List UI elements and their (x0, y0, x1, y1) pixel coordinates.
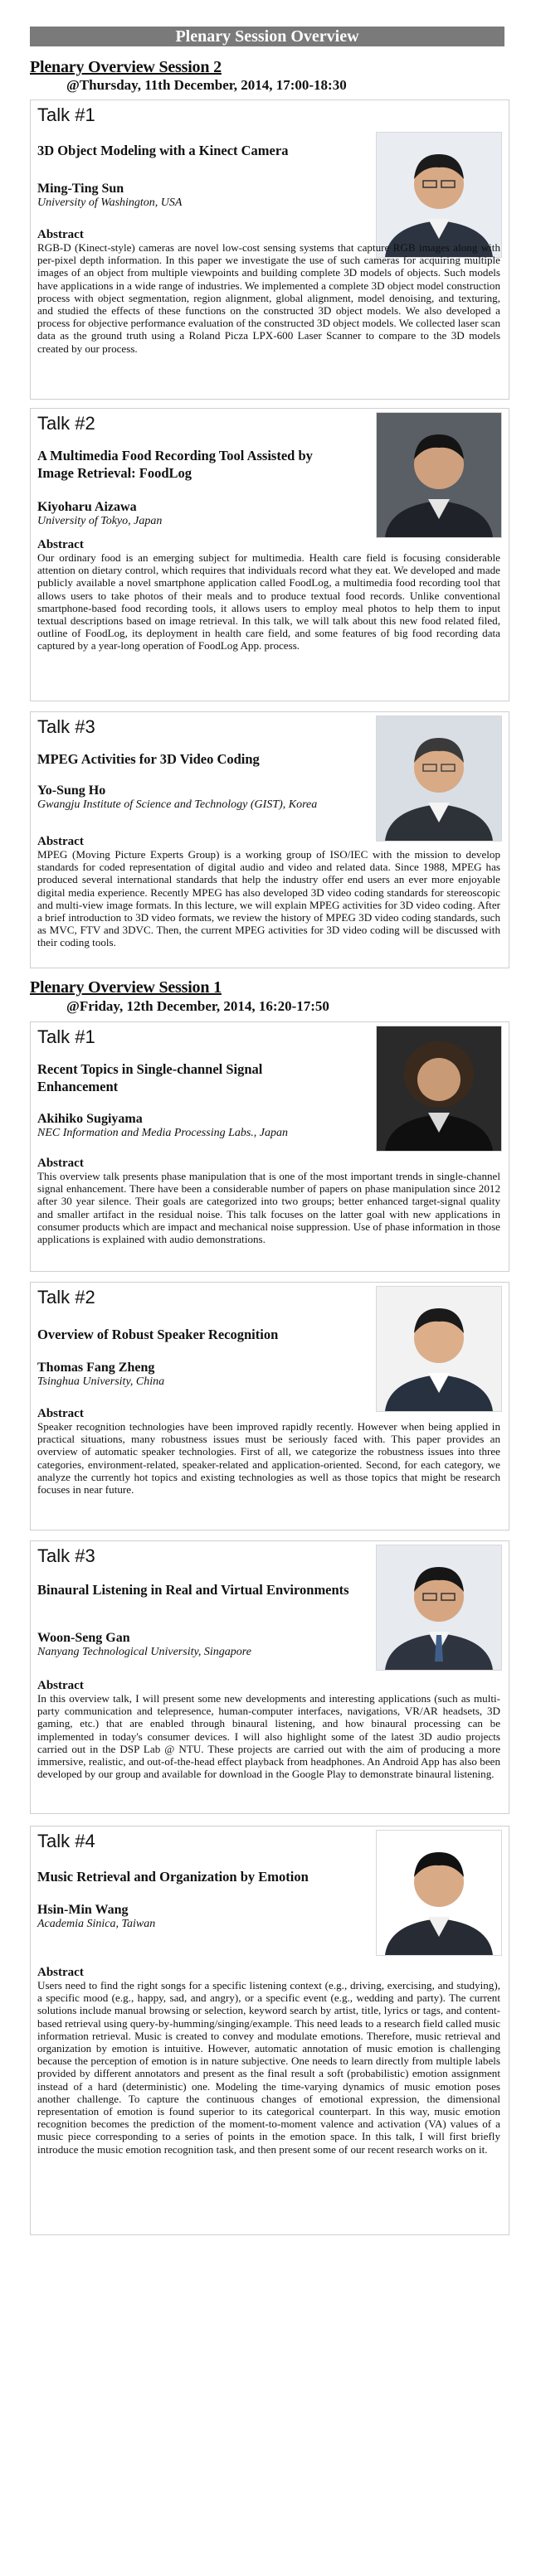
session-title: Plenary Overview Session 1 (30, 978, 222, 997)
abstract-text: MPEG (Moving Picture Experts Group) is a working group of ISO/IEC with the mission to develop standards for coded representation of digital audio and video and related data. Since 1988, MPEG has produced several international standards that help the industry offer end users an ever more enjoyable digital media experience. Recently MPEG has also developed 3D video coding standards for stereoscopic and multi-view image formats. In this lecture, we will explain MPEG activities for 3D video coding. After a brief introduction to 3D video formats, we review the history of MPEG 3D video coding standards, such as MVC, FTV and 3DVC. Then, the current MPEG activities for 3D video coding will be discussed with their coding tools. (37, 848, 500, 949)
speaker-affiliation: Gwangju Institute of Science and Technology (GIST), Korea (37, 798, 318, 811)
speaker-name: Akihiko Sugiyama (37, 1112, 143, 1126)
abstract-text: Speaker recognition technologies have been improved rapidly recently. However when being applied in practical situations, many robustness issues must be seriously faced with. This paper provides an overview of automatic speaker technologies. First of all, we categorize the robustness issues into three categories, environment-related, speaker-related and application-oriented. Second, for each category, we analyze the currently hot topics and existing technologies as well as those topics that might be research focuses in near future. (37, 1420, 500, 1497)
talk-card (30, 1021, 509, 1272)
speaker-photo (376, 1286, 502, 1412)
speaker-photo (376, 1545, 502, 1671)
talk-title: Recent Topics in Single-channel Signal Enhancement (37, 1061, 263, 1094)
abstract-text: This overview talk presents phase manipulation that is one of the most important trends in single-channel signal enhancement. There have been a considerable number of papers on phase manipulation since 2012 after 30 year silence. Their goals are categorized into two groups; better enhanced target-signal quality and smaller artifact in the residual noise. This talk focuses on the latter goal with new applications in consumer products which are impact and mechanical noise suppression. Use of phase information in those applications is explained with audio demonstrations. (37, 1170, 500, 1246)
speaker-name: Hsin-Min Wang (37, 1903, 129, 1917)
talk-number: Talk #1 (37, 104, 95, 125)
talk-card (30, 1540, 509, 1814)
abstract-text: In this overview talk, I will present some new developments and interesting applications (such as multi-party communication and telepresence, human-computer interfaces, navigations, VR/AR headsets, 3D gaming, etc.) that are enabled through binaural listening, and how binaural processing can be implemented in today's consumer devices. I will also highlight some of the latest 3D audio projects carried out in the DSP Lab @ NTU. These projects are carried out with the aim of producing a more immersive, realistic, and out-of-the-head effect playback from headphones. An Android App has also been developed by our group and available for download in the Google Play to demonstrate binaural listening. (37, 1692, 500, 1781)
talk-number: Talk #1 (37, 1026, 95, 1047)
page-banner: Plenary Session Overview (30, 27, 504, 46)
talk-number: Talk #3 (37, 1545, 95, 1566)
speaker-name: Kiyoharu Aizawa (37, 500, 137, 514)
session-title: Plenary Overview Session 2 (30, 58, 222, 76)
talk-title: MPEG Activities for 3D Video Coding (37, 751, 260, 767)
talk-card (30, 408, 509, 701)
speaker-affiliation: University of Tokyo, Japan (37, 515, 163, 527)
session-date: @Friday, 12th December, 2014, 16:20-17:50 (66, 998, 329, 1014)
speaker-name: Woon-Seng Gan (37, 1631, 130, 1645)
talk-number: Talk #4 (37, 1831, 95, 1851)
abstract-heading: Abstract (37, 1157, 84, 1170)
talk-title: Overview of Robust Speaker Recognition (37, 1327, 279, 1342)
abstract-text: Users need to find the right songs for a specific listening context (e.g., driving, exercising, and studying), a specific mood (e.g., happy, sad, and angry), or a specific event (e.g., wedding and party). The current solutions include manual browsing or selection, keyword search by artist, title, lyrics or tags, and content-based retrieval using query-by-humming/singing/example. This need leads to a research field called music information retrieval. Music is created to convey and modulate emotions. Therefore, music retrieval and organization by emotion is intuitive. However, automatic annotation of music emotion is challenging because the perception of emotion is in nature subjective. One needs to learn directly from multiple labels provided by different annotators and present as the final result a soft (probabilistic) emotion assignment instead of a hard (deterministic) one. Modeling the time-varying dynamics of music emotion poses another challenge. To capture the continuous changes of emotional expression, the dimensional representation of emotion is found superior to its categorical counterpart. In this way, music emotion recognition becomes the prediction of the moment-to-moment valence and activation (VA) values of a music piece corresponding to a series of points in the emotion space. In this talk, I will first briefly introduce the music emotion recognition task, and then present some of our recent research works on it. (37, 1979, 500, 2156)
abstract-heading: Abstract (37, 228, 84, 241)
speaker-name: Yo-Sung Ho (37, 783, 106, 798)
talk-title: 3D Object Modeling with a Kinect Camera (37, 143, 289, 158)
abstract-text: RGB-D (Kinect-style) cameras are novel low-cost sensing systems that capture RGB images along with per-pixel depth information. In this paper we investigate the use of such cameras for acquiring multiple images of an object from multiple viewpoints and building complete 3D models of objects. Such models have applications in a wide range of industries. We implemented a complete 3D object model construction process with object segmentation, region alignment, global alignment, model denoising, and texturing, and studied the effects of these functions on the constructed 3D object models. We also developed a process for objective performance evaluation of the constructed 3D object models. We collected laser scan data as the ground truth using a Roland Picza LPX-600 Laser Scanner to compare to the 3D models created by our process. (37, 241, 500, 355)
talk-card (30, 1826, 509, 2235)
abstract-heading: Abstract (37, 538, 84, 551)
speaker-affiliation: Nanyang Technological University, Singapore (37, 1646, 251, 1658)
speaker-photo (376, 716, 502, 842)
abstract-text: Our ordinary food is an emerging subject for multimedia. Health care field is focusing considerable attention on dietary control, which requires that individuals record what they eat. We developed and made publicly available a novel smartphone application called FoodLog, a multimedia food recording tool that allows users to take photos of their meals and to produce textual food records. Unlike conventional smartphone-based food recording tools, it allows users to employ meal photos to help them to input textual descriptions based on image retrieval. In this talk, we will talk about this new food related filed, outline of FoodLog, its deployment in health care field, and some features of big food recording data captured by a year-long operation of FoodLog App. process. (37, 551, 500, 652)
session-date: @Thursday, 11th December, 2014, 17:00-18:30 (66, 77, 347, 93)
talk-number: Talk #3 (37, 716, 95, 737)
talk-title: Music Retrieval and Organization by Emotion (37, 1869, 309, 1885)
abstract-heading: Abstract (37, 1407, 84, 1420)
speaker-photo (376, 132, 502, 258)
talk-title: Binaural Listening in Real and Virtual Environments (37, 1582, 349, 1598)
speaker-affiliation: Tsinghua University, China (37, 1375, 165, 1388)
speaker-photo (376, 1830, 502, 1956)
talk-card (30, 711, 509, 968)
speaker-name: Thomas Fang Zheng (37, 1361, 155, 1375)
abstract-heading: Abstract (37, 1679, 84, 1692)
speaker-affiliation: University of Washington, USA (37, 196, 183, 209)
abstract-heading: Abstract (37, 1966, 84, 1979)
talk-title: A Multimedia Food Recording Tool Assisted by Image Retrieval: FoodLog (37, 448, 313, 481)
speaker-name: Ming-Ting Sun (37, 182, 124, 196)
talk-card (30, 1282, 509, 1531)
speaker-affiliation: Academia Sinica, Taiwan (37, 1918, 156, 1930)
talk-number: Talk #2 (37, 413, 95, 434)
abstract-heading: Abstract (37, 835, 84, 848)
talk-number: Talk #2 (37, 1287, 95, 1307)
speaker-photo (376, 1026, 502, 1152)
speaker-affiliation: NEC Information and Media Processing Labs., Japan (37, 1127, 289, 1139)
talk-card (30, 99, 509, 400)
speaker-photo (376, 412, 502, 538)
